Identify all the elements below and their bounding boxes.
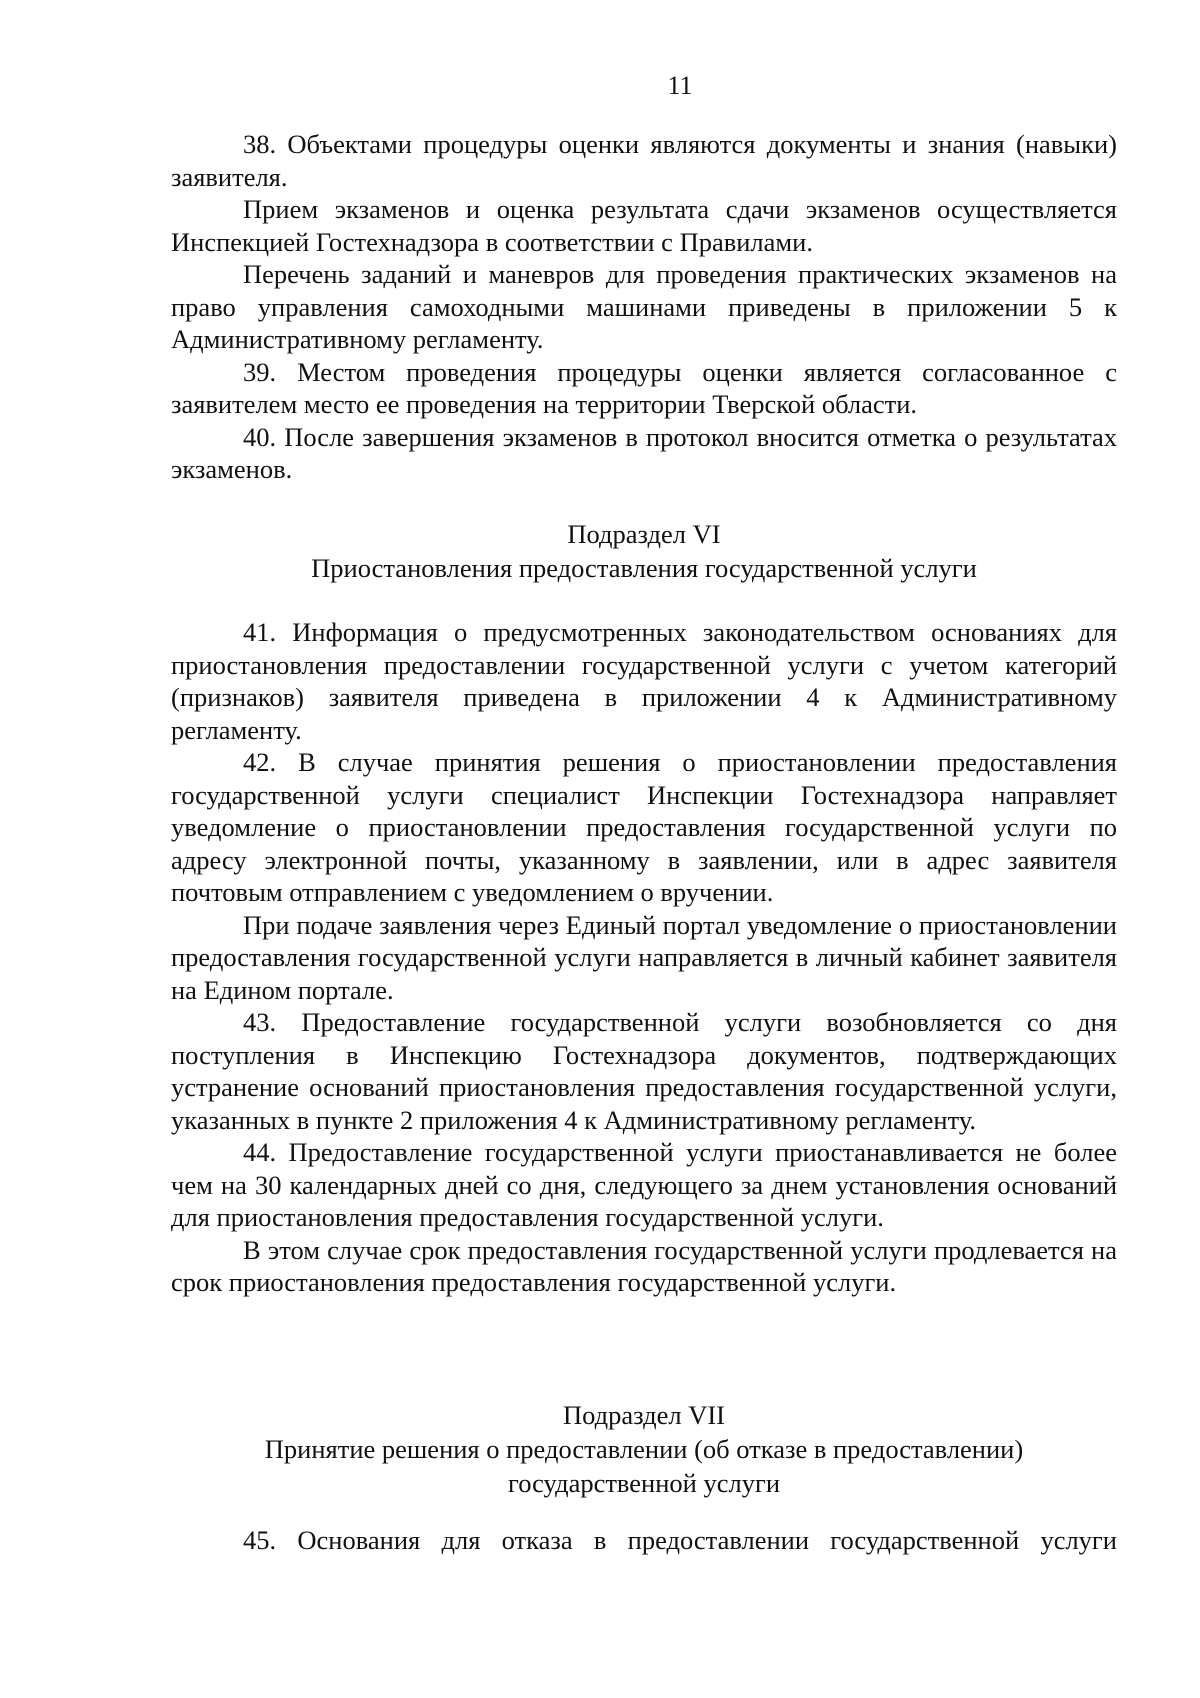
subsection-7-title-line-2: государственной услуги bbox=[507, 1468, 781, 1498]
subsection-7-paragraphs bbox=[171, 1524, 1117, 1557]
paragraph-term-extension: В этом случае срок предоставления государственной услуги продлевается на срок приостановления предоставления государственной услуги. bbox=[171, 1234, 1117, 1297]
paragraph-portal-notice: При подаче заявления через Единый портал уведомление о приостановлении предоставления государственной услуги направляется в личный кабинет заявителя на Едином портале. bbox=[171, 909, 1117, 1005]
paragraph-38: 38. Объектами процедуры оценки являются документы и знания (навыки) заявителя. bbox=[171, 129, 1117, 192]
subsection-6-paragraphs bbox=[171, 616, 1117, 1299]
paragraph-43: 43. Предоставление государственной услуги возобновляется со дня поступления в Инспекцию Гостехнадзора документов, подтверждающих устранение оснований приостановления предоставления государственной услуги, указанных в пункте 2 приложения 4 к Административному регламенту. bbox=[171, 1007, 1117, 1135]
subsection-7-title-line-1: Принятие решения о предоставлении (об отказе в предоставлении) bbox=[264, 1434, 1024, 1464]
subsection-6-label: Подраздел VI bbox=[567, 519, 721, 549]
subsection-7-heading bbox=[171, 1398, 1117, 1500]
paragraph-45: 45. Основания для отказа в предоставлении государственной услуги bbox=[243, 1525, 1117, 1555]
paragraph-39: 39. Местом проведения процедуры оценки является согласованное с заявителем место ее проведения на территории Тверской области. bbox=[171, 356, 1117, 419]
paragraph-41: 41. Информация о предусмотренных законодательством основаниях для приостановления предоставлении государственной услуги с учетом категорий (признаков) заявителя приведена в приложении 4 к Административному регламенту. bbox=[171, 617, 1117, 745]
subsection-7-label: Подраздел VII bbox=[563, 1400, 725, 1430]
section-exam-paragraphs bbox=[171, 128, 1117, 486]
paragraph-exam-acceptance: Прием экзаменов и оценка результата сдачи экзаменов осуществляется Инспекцией Гостехнадзора в соответствии с Правилами. bbox=[171, 194, 1117, 257]
paragraph-44: 44. Предоставление государственной услуги приостанавливается не более чем на 30 календарных дней со дня, следующего за днем установления оснований для приостановления предоставления государственной услуги. bbox=[171, 1137, 1117, 1232]
paragraph-task-list: Перечень заданий и маневров для проведения практических экзаменов на право управления самоходными машинами приведены в приложении 5 к Административному регламенту. bbox=[171, 259, 1117, 354]
subsection-6-title: Приостановления предоставления государственной услуги bbox=[311, 553, 977, 583]
subsection-6-heading bbox=[171, 517, 1117, 585]
paragraph-42: 42. В случае принятия решения о приостановлении предоставления государственной услуги специалист Инспекции Гостехнадзора направляет уведомление о приостановлении предоставления государственной услуги по адресу электронной почты, указанному в заявлении, или в адрес заявителя почтовым отправлением с уведомлением о вручении. bbox=[171, 747, 1117, 907]
page-number: 11 bbox=[667, 71, 693, 100]
paragraph-40: 40. После завершения экзаменов в протокол вносится отметка о результатах экзаменов. bbox=[171, 421, 1117, 484]
